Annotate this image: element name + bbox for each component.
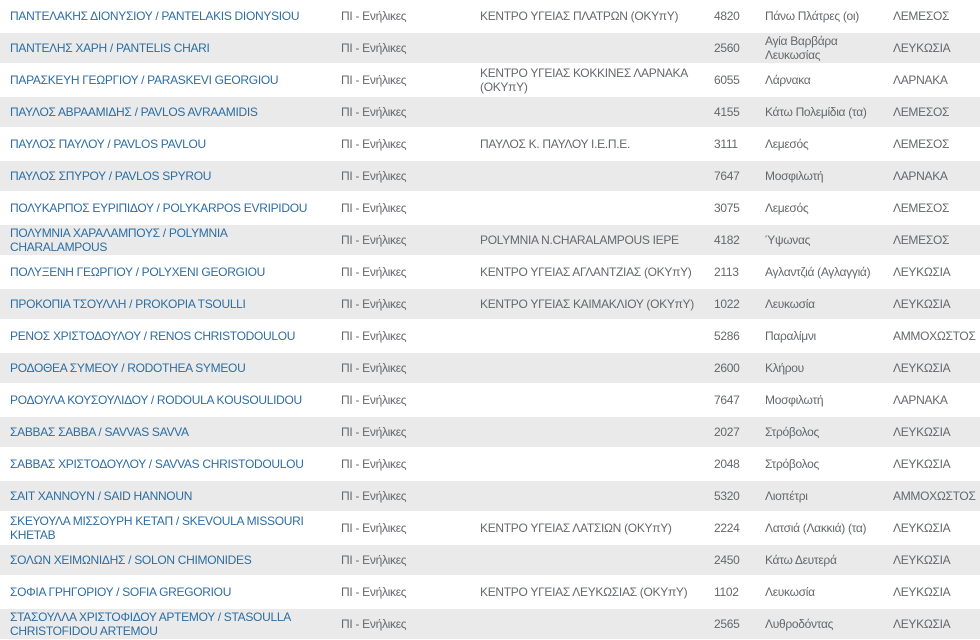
district-cell: ΛΕΜΕΣΟΣ xyxy=(893,137,950,151)
provider-name-link[interactable]: ΡΟΔΟΥΛΑ ΚΟΥΣΟΥΛΙΔΟΥ / RODOULA KOUSOULIDOU xyxy=(10,393,302,407)
code-cell: 3111 xyxy=(714,137,738,151)
category-cell: ΠΙ - Ενήλικες xyxy=(331,32,470,64)
provider-name-link[interactable]: ΣΑΙΤ ΧΑΝΝΟΥΝ / SAID HANNOUN xyxy=(10,489,193,503)
location-cell: Μοσφιλωτή xyxy=(765,393,824,407)
provider-name-cell xyxy=(0,576,331,608)
facility-cell xyxy=(470,544,704,576)
provider-name-cell xyxy=(0,192,331,224)
category-cell: ΠΙ - Ενήλικες xyxy=(331,224,470,256)
provider-name-link[interactable]: ΠΑΡΑΣΚΕΥΗ ΓΕΩΡΓΙΟΥ / PARASKEVI GEORGIOU xyxy=(10,73,279,87)
provider-name-cell xyxy=(0,160,331,192)
table-row xyxy=(0,352,980,384)
provider-name-link[interactable]: ΡΟΔΟΘΕΑ ΣΥΜΕΟΥ / RODOTHEA SYMEOU xyxy=(10,361,246,375)
district-cell: ΛΕΥΚΩΣΙΑ xyxy=(883,352,980,384)
district-cell: ΛΕΥΚΩΣΙΑ xyxy=(893,457,951,471)
provider-name-cell xyxy=(0,288,331,320)
code-cell: 2048 xyxy=(714,457,740,471)
district-cell: ΛΕΥΚΩΣΙΑ xyxy=(883,544,980,576)
table-row xyxy=(0,224,980,256)
location-cell: Κλήρου xyxy=(755,352,883,384)
provider-name-link[interactable]: ΠΑΥΛΟΣ ΣΠΥΡΟΥ / PAVLOS SPYROU xyxy=(10,169,212,183)
category-cell: ΠΙ - Ενήλικες xyxy=(341,201,407,215)
district-cell: ΛΕΜΕΣΟΣ xyxy=(883,224,980,256)
provider-name-cell xyxy=(0,544,331,576)
code-cell: 7647 xyxy=(714,393,740,407)
location-cell: Στρόβολος xyxy=(765,457,820,471)
provider-name-link[interactable]: ΣΟΛΩΝ ΧΕΙΜΩΝΙΔΗΣ / SOLON CHIMONIDES xyxy=(10,553,252,567)
code-cell: 2113 xyxy=(714,265,739,279)
provider-name-link[interactable]: ΡΕΝΟΣ ΧΡΙΣΤΟΔΟΥΛΟΥ / RENOS CHRISTODOULOU xyxy=(10,329,296,343)
district-cell: ΛΕΥΚΩΣΙΑ xyxy=(883,416,980,448)
code-cell: 2560 xyxy=(704,32,755,64)
code-cell: 3075 xyxy=(714,201,740,215)
category-cell: ΠΙ - Ενήλικες xyxy=(331,544,470,576)
provider-name-cell xyxy=(0,416,331,448)
category-cell: ΠΙ - Ενήλικες xyxy=(331,608,470,640)
category-cell: ΠΙ - Ενήλικες xyxy=(331,160,470,192)
location-cell: Κάτω Πολεμίδια (τα) xyxy=(755,96,883,128)
provider-name-cell xyxy=(0,0,331,32)
facility-cell: ΚΕΝΤΡΟ ΥΓΕΙΑΣ ΚΑΙΜΑΚΛΙΟΥ (ΟΚΥπΥ) xyxy=(470,288,704,320)
facility-cell xyxy=(470,416,704,448)
provider-name-cell xyxy=(0,256,331,288)
provider-name-cell xyxy=(0,64,331,96)
provider-name-cell xyxy=(0,96,331,128)
provider-name-cell xyxy=(0,512,331,544)
location-cell: Λυθροδόντας xyxy=(755,608,883,640)
provider-name-cell xyxy=(0,384,331,416)
code-cell: 2224 xyxy=(714,521,740,535)
provider-name-link[interactable]: ΣΚΕΥΟΥΛΑ ΜΙΣΣΟΥΡΗ ΚΕΤΑΠ / SKEVOULA MISSOURI KHETAB xyxy=(10,514,304,542)
provider-name-link[interactable]: ΣΤΑΣΟΥΛΛΑ ΧΡΙΣΤΟΦΙΔΟΥ ΑΡΤΕΜΟΥ / STASOULLA CHRISTOFIDOU ARTEMOU xyxy=(10,610,291,638)
table-row xyxy=(0,192,980,224)
table-row xyxy=(0,96,980,128)
code-cell: 7647 xyxy=(704,160,755,192)
facility-cell xyxy=(470,608,704,640)
provider-name-cell xyxy=(0,448,331,480)
code-cell: 4155 xyxy=(704,96,755,128)
category-cell: ΠΙ - Ενήλικες xyxy=(341,457,407,471)
table-row xyxy=(0,128,980,160)
provider-name-cell xyxy=(0,224,331,256)
district-cell: ΑΜΜΟΧΩΣΤΟΣ xyxy=(893,329,976,343)
table-row xyxy=(0,512,980,544)
location-cell: Λεμεσός xyxy=(765,137,809,151)
facility-cell xyxy=(470,352,704,384)
provider-name-cell xyxy=(0,128,331,160)
category-cell: ΠΙ - Ενήλικες xyxy=(331,96,470,128)
table-row xyxy=(0,160,980,192)
district-cell: ΑΜΜΟΧΩΣΤΟΣ xyxy=(883,480,980,512)
category-cell: ΠΙ - Ενήλικες xyxy=(341,9,407,23)
facility-cell xyxy=(470,96,704,128)
facility-cell: POLYMNIA N.CHARALAMPOUS IEPE xyxy=(470,224,704,256)
table-row xyxy=(0,384,980,416)
category-cell: ΠΙ - Ενήλικες xyxy=(331,480,470,512)
code-cell: 1102 xyxy=(714,585,739,599)
code-cell: 2600 xyxy=(704,352,755,384)
provider-name-cell xyxy=(0,352,331,384)
code-cell: 5320 xyxy=(704,480,755,512)
provider-name-link[interactable]: ΣΟΦΙΑ ΓΡΗΓΟΡΙΟΥ / SOFIA GREGORIOU xyxy=(10,585,232,599)
category-cell: ΠΙ - Ενήλικες xyxy=(331,416,470,448)
location-cell: Λεμεσός xyxy=(765,201,809,215)
location-cell: Λευκωσία xyxy=(755,288,883,320)
code-cell: 2565 xyxy=(704,608,755,640)
category-cell: ΠΙ - Ενήλικες xyxy=(341,585,407,599)
table-row xyxy=(0,288,980,320)
code-cell: 1022 xyxy=(704,288,755,320)
category-cell: ΠΙ - Ενήλικες xyxy=(331,352,470,384)
district-cell: ΛΕΥΚΩΣΙΑ xyxy=(883,608,980,640)
code-cell: 5286 xyxy=(714,329,740,343)
table-row xyxy=(0,0,980,32)
provider-name-link[interactable]: ΠΟΛΥΞΕΝΗ ΓΕΩΡΓΙΟΥ / POLYXENI GEORGIOU xyxy=(10,265,266,279)
provider-name-cell xyxy=(0,608,331,640)
location-cell: Μοσφιλωτή xyxy=(755,160,883,192)
location-cell: Αγία Βαρβάρα Λευκωσίας xyxy=(755,32,883,64)
table-row xyxy=(0,320,980,352)
category-cell: ΠΙ - Ενήλικες xyxy=(341,329,407,343)
district-cell: ΛΕΥΚΩΣΙΑ xyxy=(883,32,980,64)
table-row xyxy=(0,64,980,96)
district-cell: ΛΕΥΚΩΣΙΑ xyxy=(883,288,980,320)
code-cell: 2027 xyxy=(704,416,755,448)
location-cell: Πάνω Πλάτρες (οι) xyxy=(765,9,859,23)
table-row xyxy=(0,608,980,640)
provider-name-link[interactable]: ΣΑΒΒΑΣ ΣΑΒΒΑ / SAVVAS SAVVA xyxy=(10,425,189,439)
provider-name-link[interactable]: ΠΑΥΛΟΣ ΠΑΥΛΟΥ / PAVLOS PAVLOU xyxy=(10,137,206,151)
provider-name-link[interactable]: ΠΡΟΚΟΠΙΑ ΤΣΟΥΛΛΗ / PROKOPIA TSOULLI xyxy=(10,297,246,311)
facility-cell: ΚΕΝΤΡΟ ΥΓΕΙΑΣ ΑΓΛΑΝΤΖΙΑΣ (ΟΚΥπΥ) xyxy=(480,265,692,279)
district-cell: ΛΑΡΝΑΚΑ xyxy=(893,393,948,407)
provider-name-link[interactable]: ΠΟΛΥΜΝΙΑ ΧΑΡΑΛΑΜΠΟΥΣ / POLYMNIA CHARALAMPOUS xyxy=(10,226,227,254)
district-cell: ΛΕΥΚΩΣΙΑ xyxy=(893,521,951,535)
code-cell: 4820 xyxy=(714,9,740,23)
category-cell: ΠΙ - Ενήλικες xyxy=(341,137,407,151)
facility-cell: ΠΑΥΛΟΣ Κ. ΠΑΥΛΟΥ Ι.Ε.Π.Ε. xyxy=(480,137,630,151)
table-row xyxy=(0,480,980,512)
table-row xyxy=(0,416,980,448)
location-cell: Ύψωνας xyxy=(755,224,883,256)
location-cell: Λευκωσία xyxy=(765,585,815,599)
category-cell: ΠΙ - Ενήλικες xyxy=(331,288,470,320)
code-cell: 2450 xyxy=(704,544,755,576)
location-cell: Λατσιά (Λακκιά) (τα) xyxy=(765,521,867,535)
district-cell: ΛΑΡΝΑΚΑ xyxy=(893,73,948,87)
facility-cell: ΚΕΝΤΡΟ ΥΓΕΙΑΣ ΛΑΤΣΙΩΝ (ΟΚΥπΥ) xyxy=(480,521,672,535)
category-cell: ΠΙ - Ενήλικες xyxy=(341,265,407,279)
provider-name-link[interactable]: ΣΑΒΒΑΣ ΧΡΙΣΤΟΔΟΥΛΟΥ / SAVVAS CHRISTODOULOU xyxy=(10,457,304,471)
facility-cell: ΚΕΝΤΡΟ ΥΓΕΙΑΣ ΠΛΑΤΡΩΝ (ΟΚΥπΥ) xyxy=(480,9,679,23)
table-row xyxy=(0,256,980,288)
provider-name-cell xyxy=(0,480,331,512)
facility-cell xyxy=(470,448,704,480)
district-cell: ΛΕΥΚΩΣΙΑ xyxy=(893,585,951,599)
facility-cell xyxy=(470,160,704,192)
category-cell: ΠΙ - Ενήλικες xyxy=(341,73,407,87)
facility-cell xyxy=(470,480,704,512)
district-cell: ΛΕΜΕΣΟΣ xyxy=(883,96,980,128)
district-cell: ΛΕΜΕΣΟΣ xyxy=(893,9,950,23)
category-cell: ΠΙ - Ενήλικες xyxy=(341,521,407,535)
facility-cell xyxy=(470,320,704,352)
table-row xyxy=(0,544,980,576)
location-cell: Κάτω Δευτερά xyxy=(755,544,883,576)
facility-cell: ΚΕΝΤΡΟ ΥΓΕΙΑΣ ΛΕΥΚΩΣΙΑΣ (ΟΚΥπΥ) xyxy=(480,585,688,599)
provider-name-link[interactable]: ΠΑΥΛΟΣ ΑΒΡΑΑΜΙΔΗΣ / PAVLOS AVRAAMIDIS xyxy=(10,105,258,119)
provider-name-link[interactable]: ΠΑΝΤΕΛΗΣ ΧΑΡΗ / PANTELIS CHARI xyxy=(10,41,210,55)
district-cell: ΛΕΥΚΩΣΙΑ xyxy=(893,265,951,279)
table-row xyxy=(0,448,980,480)
location-cell: Παραλίμνι xyxy=(765,329,816,343)
location-cell: Λάρνακα xyxy=(765,73,811,87)
district-cell: ΛΕΜΕΣΟΣ xyxy=(893,201,950,215)
provider-name-link[interactable]: ΠΟΛΥΚΑΡΠΟΣ ΕΥΡΙΠΙΔΟΥ / POLYKARPOS EVRIPIDOU xyxy=(10,201,308,215)
location-cell: Στρόβολος xyxy=(755,416,883,448)
table-row xyxy=(0,576,980,608)
code-cell: 6055 xyxy=(714,73,740,87)
facility-cell xyxy=(470,192,704,224)
facility-cell xyxy=(470,384,704,416)
provider-name-link[interactable]: ΠΑΝΤΕΛΑΚΗΣ ΔΙΟΝΥΣΙΟΥ / PANTELAKIS DIONYSIOU xyxy=(10,9,300,23)
provider-name-cell xyxy=(0,32,331,64)
code-cell: 4182 xyxy=(704,224,755,256)
table-row xyxy=(0,32,980,64)
district-cell: ΛΑΡΝΑΚΑ xyxy=(883,160,980,192)
provider-name-cell xyxy=(0,320,331,352)
category-cell: ΠΙ - Ενήλικες xyxy=(341,393,407,407)
location-cell: Λιοπέτρι xyxy=(755,480,883,512)
facility-cell: ΚΕΝΤΡΟ ΥΓΕΙΑΣ ΚΟΚΚΙΝΕΣ ΛΑΡΝΑΚΑ (ΟΚΥπΥ) xyxy=(480,66,688,94)
location-cell: Αγλαντζιά (Αγλαγγιά) xyxy=(765,265,871,279)
facility-cell xyxy=(470,32,704,64)
